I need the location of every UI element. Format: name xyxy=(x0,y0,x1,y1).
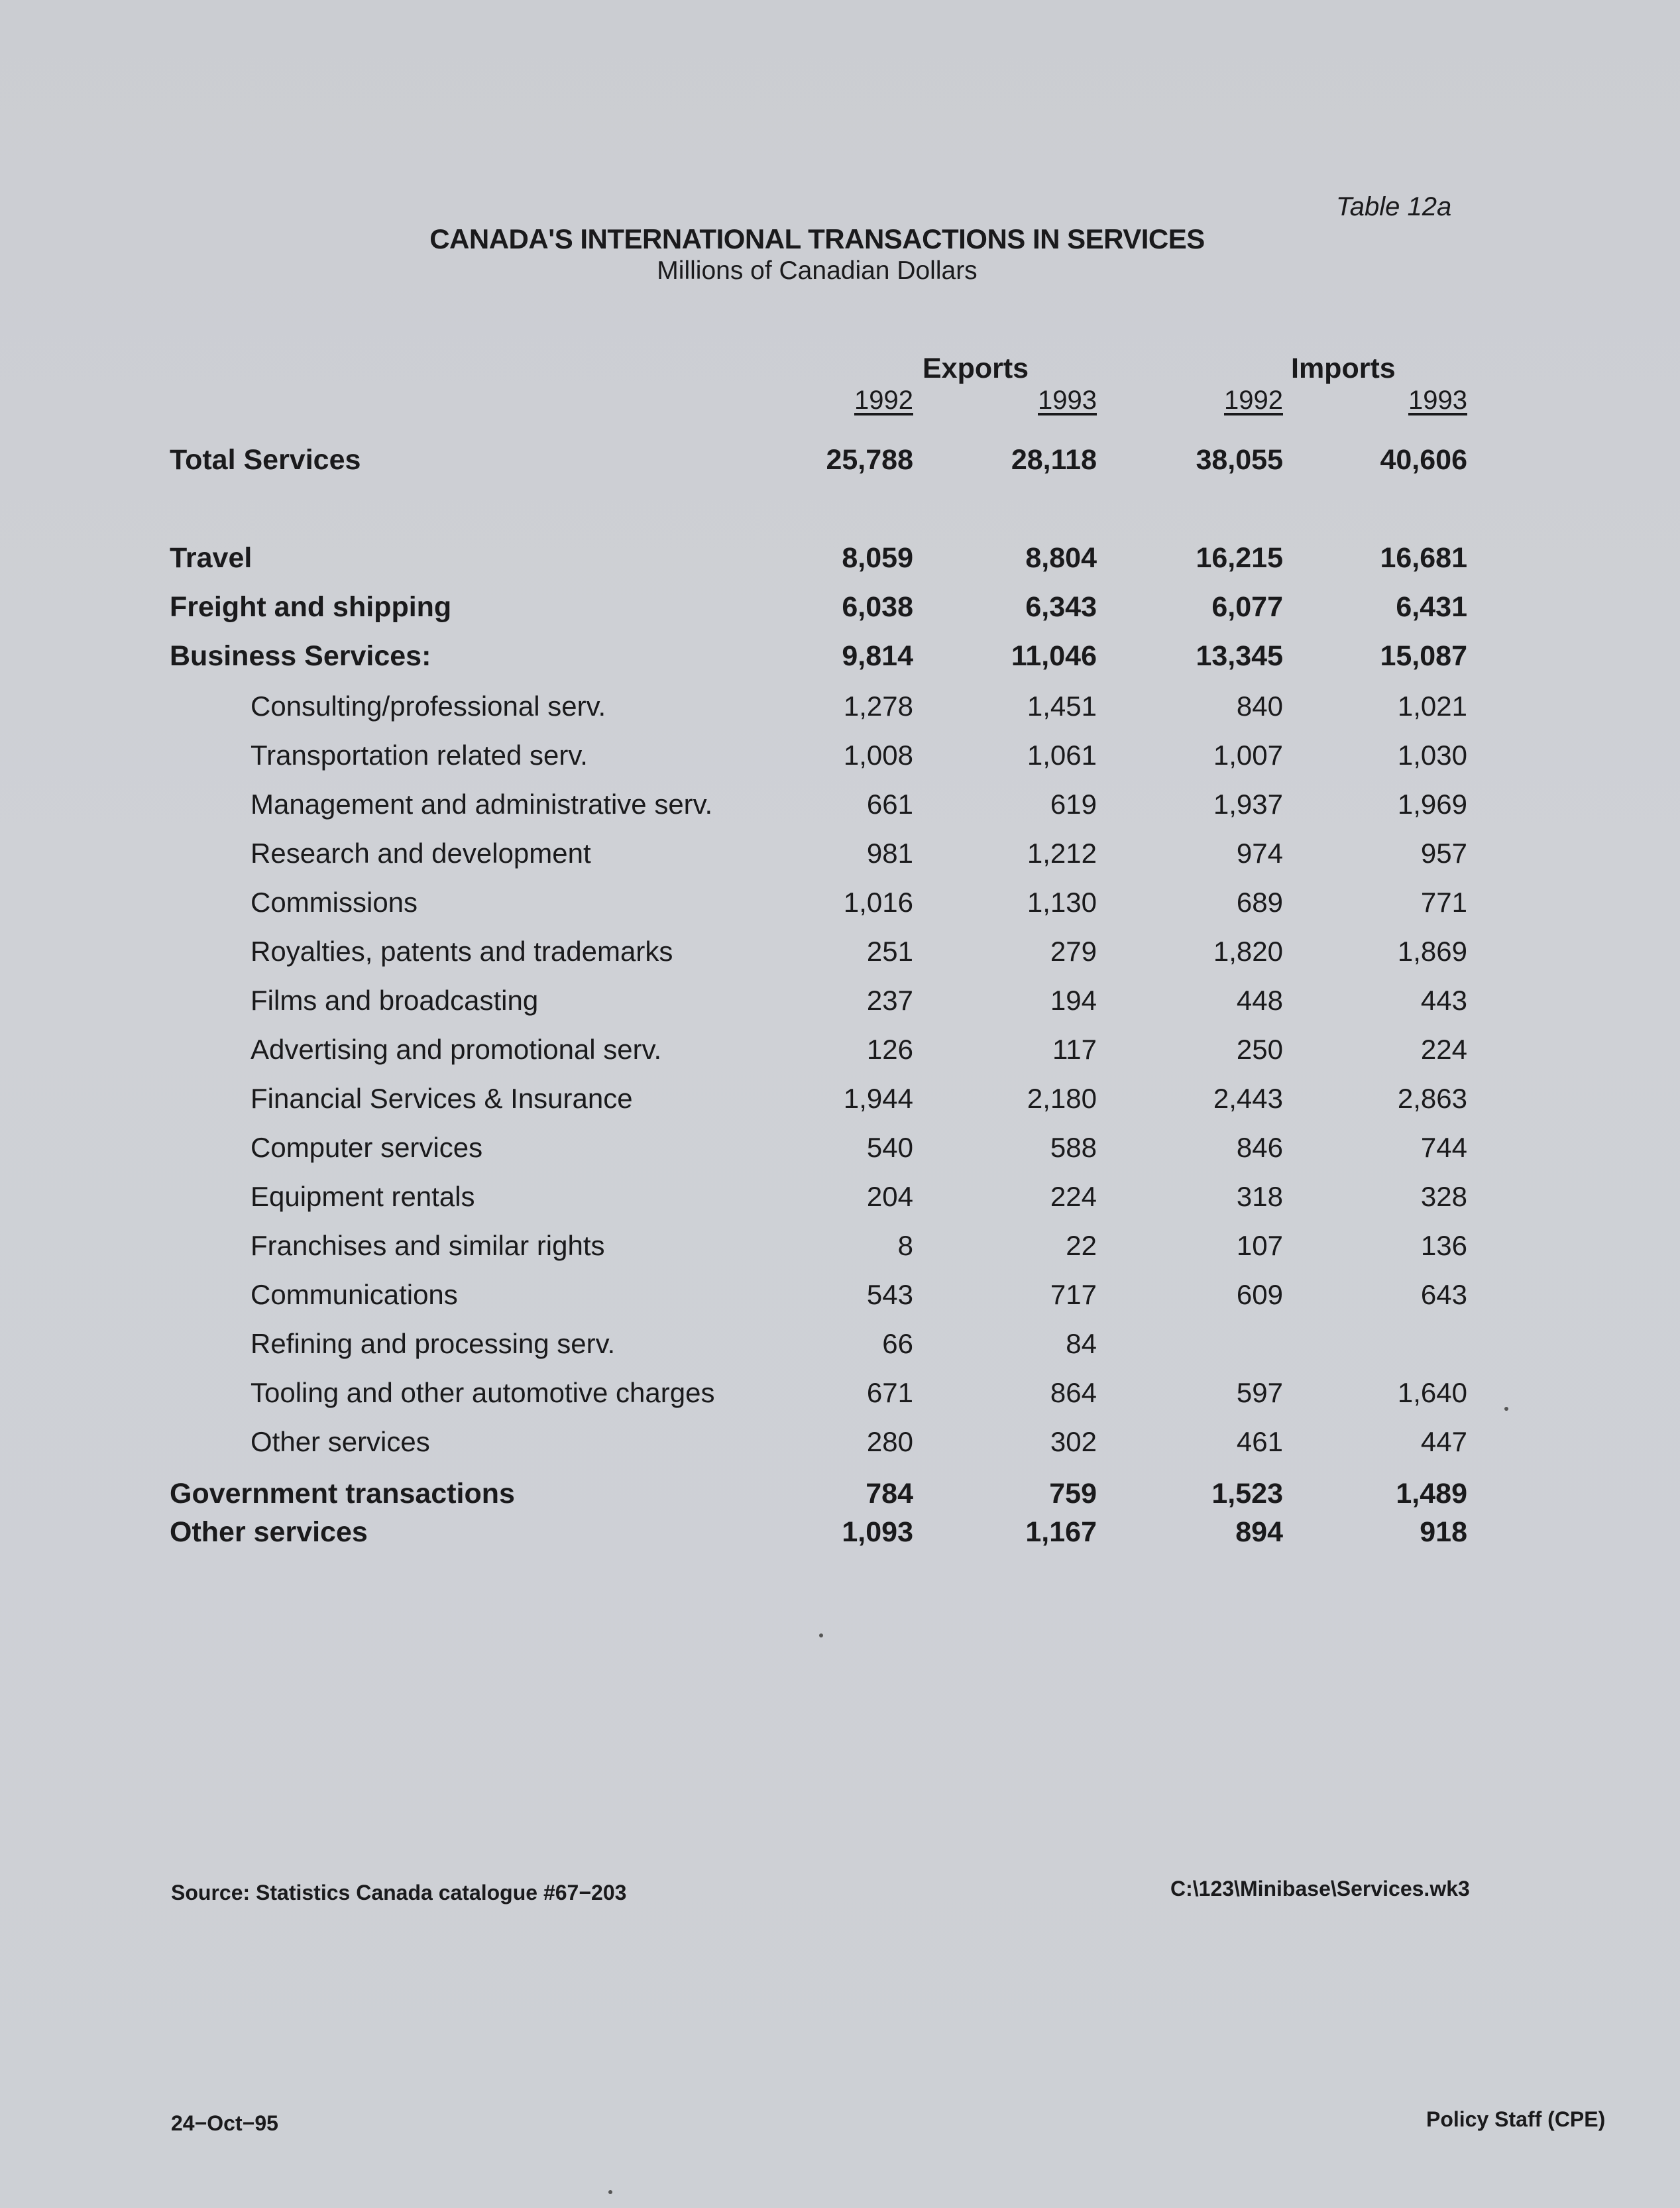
stray-mark xyxy=(1504,1407,1508,1411)
cell-imports-1992: 1,937 xyxy=(1213,789,1283,820)
cell-exports-1992: 66 xyxy=(882,1328,913,1359)
cell-imports-1992: 846 xyxy=(1236,1132,1283,1163)
cell-exports-1992: 671 xyxy=(866,1377,913,1408)
cell-imports-1992: 1,007 xyxy=(1213,740,1283,771)
cell-imports-1993: 1,640 xyxy=(1397,1377,1467,1408)
cell-exports-1993: 224 xyxy=(1050,1181,1097,1212)
table-row xyxy=(0,789,1680,828)
table-row xyxy=(0,740,1680,779)
cell-imports-1992: 16,215 xyxy=(1196,542,1283,574)
cell-exports-1992: 6,038 xyxy=(842,591,913,623)
cell-exports-1993: 1,212 xyxy=(1027,838,1097,869)
year-imports-1992: 1992 xyxy=(1224,386,1283,415)
cell-exports-1993: 194 xyxy=(1050,985,1097,1016)
row-label: Other services xyxy=(170,1516,368,1548)
table-row xyxy=(0,1181,1680,1221)
date-stamp: 24−Oct−95 xyxy=(171,2111,278,2135)
table-row xyxy=(0,1426,1680,1466)
table-row xyxy=(0,1279,1680,1319)
cell-imports-1993: 16,681 xyxy=(1380,542,1467,574)
table-label: Table 12a xyxy=(1336,192,1452,221)
cell-imports-1993: 2,863 xyxy=(1397,1083,1467,1114)
file-path: C:\123\Minibase\Services.wk3 xyxy=(1170,1877,1470,1901)
cell-exports-1992: 1,093 xyxy=(842,1516,913,1548)
year-exports-1993: 1993 xyxy=(1038,386,1097,415)
stray-mark xyxy=(819,1633,823,1637)
cell-imports-1993: 1,969 xyxy=(1397,789,1467,820)
cell-exports-1992: 8 xyxy=(897,1230,913,1261)
table-row xyxy=(0,838,1680,877)
row-label: Royalties, patents and trademarks xyxy=(251,936,673,967)
cell-exports-1992: 237 xyxy=(866,985,913,1016)
cell-imports-1993: 957 xyxy=(1420,838,1467,869)
cell-imports-1993: 15,087 xyxy=(1380,640,1467,672)
cell-imports-1993: 328 xyxy=(1420,1181,1467,1212)
row-label: Consulting/professional serv. xyxy=(251,690,606,722)
exports-header: Exports xyxy=(923,353,1029,384)
table-row xyxy=(0,1516,1680,1556)
row-label: Management and administrative serv. xyxy=(251,789,713,820)
cell-exports-1992: 661 xyxy=(866,789,913,820)
cell-exports-1992: 981 xyxy=(866,838,913,869)
cell-imports-1992: 2,443 xyxy=(1213,1083,1283,1114)
row-label: Total Services xyxy=(170,444,361,476)
cell-imports-1992: 1,523 xyxy=(1211,1478,1283,1510)
table-row xyxy=(0,591,1680,631)
cell-imports-1993: 1,021 xyxy=(1397,690,1467,722)
cell-imports-1992: 461 xyxy=(1236,1426,1283,1457)
cell-exports-1992: 126 xyxy=(866,1034,913,1065)
table-row xyxy=(0,1083,1680,1123)
row-label: Freight and shipping xyxy=(170,591,452,623)
cell-exports-1993: 1,130 xyxy=(1027,887,1097,918)
row-label: Franchises and similar rights xyxy=(251,1230,605,1261)
cell-imports-1993: 6,431 xyxy=(1396,591,1467,623)
table-row xyxy=(0,1377,1680,1417)
cell-exports-1992: 543 xyxy=(866,1279,913,1310)
cell-imports-1993: 643 xyxy=(1420,1279,1467,1310)
cell-imports-1993: 1,489 xyxy=(1396,1478,1467,1510)
cell-imports-1992: 107 xyxy=(1236,1230,1283,1261)
cell-exports-1993: 1,451 xyxy=(1027,690,1097,722)
row-label: Tooling and other automotive charges xyxy=(251,1377,715,1408)
cell-imports-1992: 448 xyxy=(1236,985,1283,1016)
cell-exports-1993: 8,804 xyxy=(1025,542,1097,574)
cell-imports-1992: 840 xyxy=(1236,690,1283,722)
table-row xyxy=(0,936,1680,975)
cell-exports-1992: 1,944 xyxy=(843,1083,913,1114)
row-label: Business Services: xyxy=(170,640,431,672)
cell-exports-1993: 1,167 xyxy=(1025,1516,1097,1548)
cell-exports-1993: 28,118 xyxy=(1011,444,1097,476)
cell-exports-1993: 11,046 xyxy=(1011,640,1097,672)
row-label: Advertising and promotional serv. xyxy=(251,1034,662,1065)
row-label: Communications xyxy=(251,1279,458,1310)
cell-exports-1993: 84 xyxy=(1066,1328,1097,1359)
cell-exports-1993: 22 xyxy=(1066,1230,1097,1261)
cell-exports-1992: 251 xyxy=(866,936,913,967)
cell-imports-1992: 894 xyxy=(1235,1516,1283,1548)
row-label: Travel xyxy=(170,542,252,574)
row-label: Commissions xyxy=(251,887,418,918)
cell-exports-1993: 759 xyxy=(1049,1478,1097,1510)
row-label: Computer services xyxy=(251,1132,483,1163)
cell-imports-1993: 771 xyxy=(1420,887,1467,918)
cell-imports-1992: 250 xyxy=(1236,1034,1283,1065)
cell-exports-1993: 619 xyxy=(1050,789,1097,820)
table-row xyxy=(0,887,1680,926)
cell-exports-1992: 540 xyxy=(866,1132,913,1163)
table-row xyxy=(0,1478,1680,1518)
row-label: Financial Services & Insurance xyxy=(251,1083,633,1114)
cell-exports-1993: 279 xyxy=(1050,936,1097,967)
page-subtitle: Millions of Canadian Dollars xyxy=(657,256,978,285)
table-row xyxy=(0,444,1680,484)
row-label: Films and broadcasting xyxy=(251,985,539,1016)
cell-imports-1992: 6,077 xyxy=(1211,591,1283,623)
cell-exports-1992: 1,278 xyxy=(843,690,913,722)
table-row xyxy=(0,1328,1680,1368)
cell-imports-1993: 443 xyxy=(1420,985,1467,1016)
cell-exports-1992: 280 xyxy=(866,1426,913,1457)
row-label: Other services xyxy=(251,1426,430,1457)
cell-exports-1993: 6,343 xyxy=(1025,591,1097,623)
cell-exports-1993: 1,061 xyxy=(1027,740,1097,771)
cell-exports-1992: 1,016 xyxy=(843,887,913,918)
cell-imports-1993: 447 xyxy=(1420,1426,1467,1457)
staff-credit: Policy Staff (CPE) xyxy=(1426,2107,1606,2131)
page-title: CANADA'S INTERNATIONAL TRANSACTIONS IN SERVICES xyxy=(429,223,1205,254)
row-label: Refining and processing serv. xyxy=(251,1328,616,1359)
cell-exports-1992: 784 xyxy=(866,1478,913,1510)
cell-exports-1992: 8,059 xyxy=(842,542,913,574)
cell-imports-1992: 38,055 xyxy=(1196,444,1283,476)
imports-header: Imports xyxy=(1291,353,1396,384)
cell-exports-1993: 717 xyxy=(1050,1279,1097,1310)
cell-imports-1993: 744 xyxy=(1420,1132,1467,1163)
cell-imports-1993: 1,869 xyxy=(1397,936,1467,967)
year-exports-1992: 1992 xyxy=(854,386,913,415)
cell-exports-1993: 2,180 xyxy=(1027,1083,1097,1114)
cell-exports-1993: 117 xyxy=(1052,1034,1097,1065)
cell-imports-1992: 318 xyxy=(1236,1181,1283,1212)
row-label: Transportation related serv. xyxy=(251,740,588,771)
cell-exports-1993: 588 xyxy=(1050,1132,1097,1163)
cell-imports-1992: 1,820 xyxy=(1213,936,1283,967)
cell-imports-1992: 609 xyxy=(1236,1279,1283,1310)
cell-exports-1992: 1,008 xyxy=(843,740,913,771)
table-row xyxy=(0,1132,1680,1172)
cell-exports-1992: 25,788 xyxy=(826,444,913,476)
cell-imports-1993: 918 xyxy=(1420,1516,1467,1548)
cell-imports-1993: 1,030 xyxy=(1397,740,1467,771)
cell-imports-1992: 597 xyxy=(1236,1377,1283,1408)
cell-exports-1992: 9,814 xyxy=(842,640,913,672)
table-row xyxy=(0,1230,1680,1270)
table-row xyxy=(0,1034,1680,1074)
stray-mark xyxy=(608,2190,612,2194)
cell-imports-1992: 689 xyxy=(1236,887,1283,918)
year-imports-1993: 1993 xyxy=(1408,386,1467,415)
cell-exports-1992: 204 xyxy=(866,1181,913,1212)
cell-imports-1993: 224 xyxy=(1420,1034,1467,1065)
cell-exports-1993: 864 xyxy=(1050,1377,1097,1408)
table-row xyxy=(0,985,1680,1024)
table-row xyxy=(0,640,1680,680)
source-note: Source: Statistics Canada catalogue #67−203 xyxy=(171,1881,627,1904)
row-label: Equipment rentals xyxy=(251,1181,475,1212)
row-label: Government transactions xyxy=(170,1478,515,1510)
table-row xyxy=(0,542,1680,582)
table-row xyxy=(0,690,1680,730)
cell-imports-1993: 40,606 xyxy=(1380,444,1467,476)
cell-exports-1993: 302 xyxy=(1050,1426,1097,1457)
row-label: Research and development xyxy=(251,838,591,869)
cell-imports-1992: 974 xyxy=(1236,838,1283,869)
cell-imports-1993: 136 xyxy=(1420,1230,1467,1261)
cell-imports-1992: 13,345 xyxy=(1196,640,1283,672)
